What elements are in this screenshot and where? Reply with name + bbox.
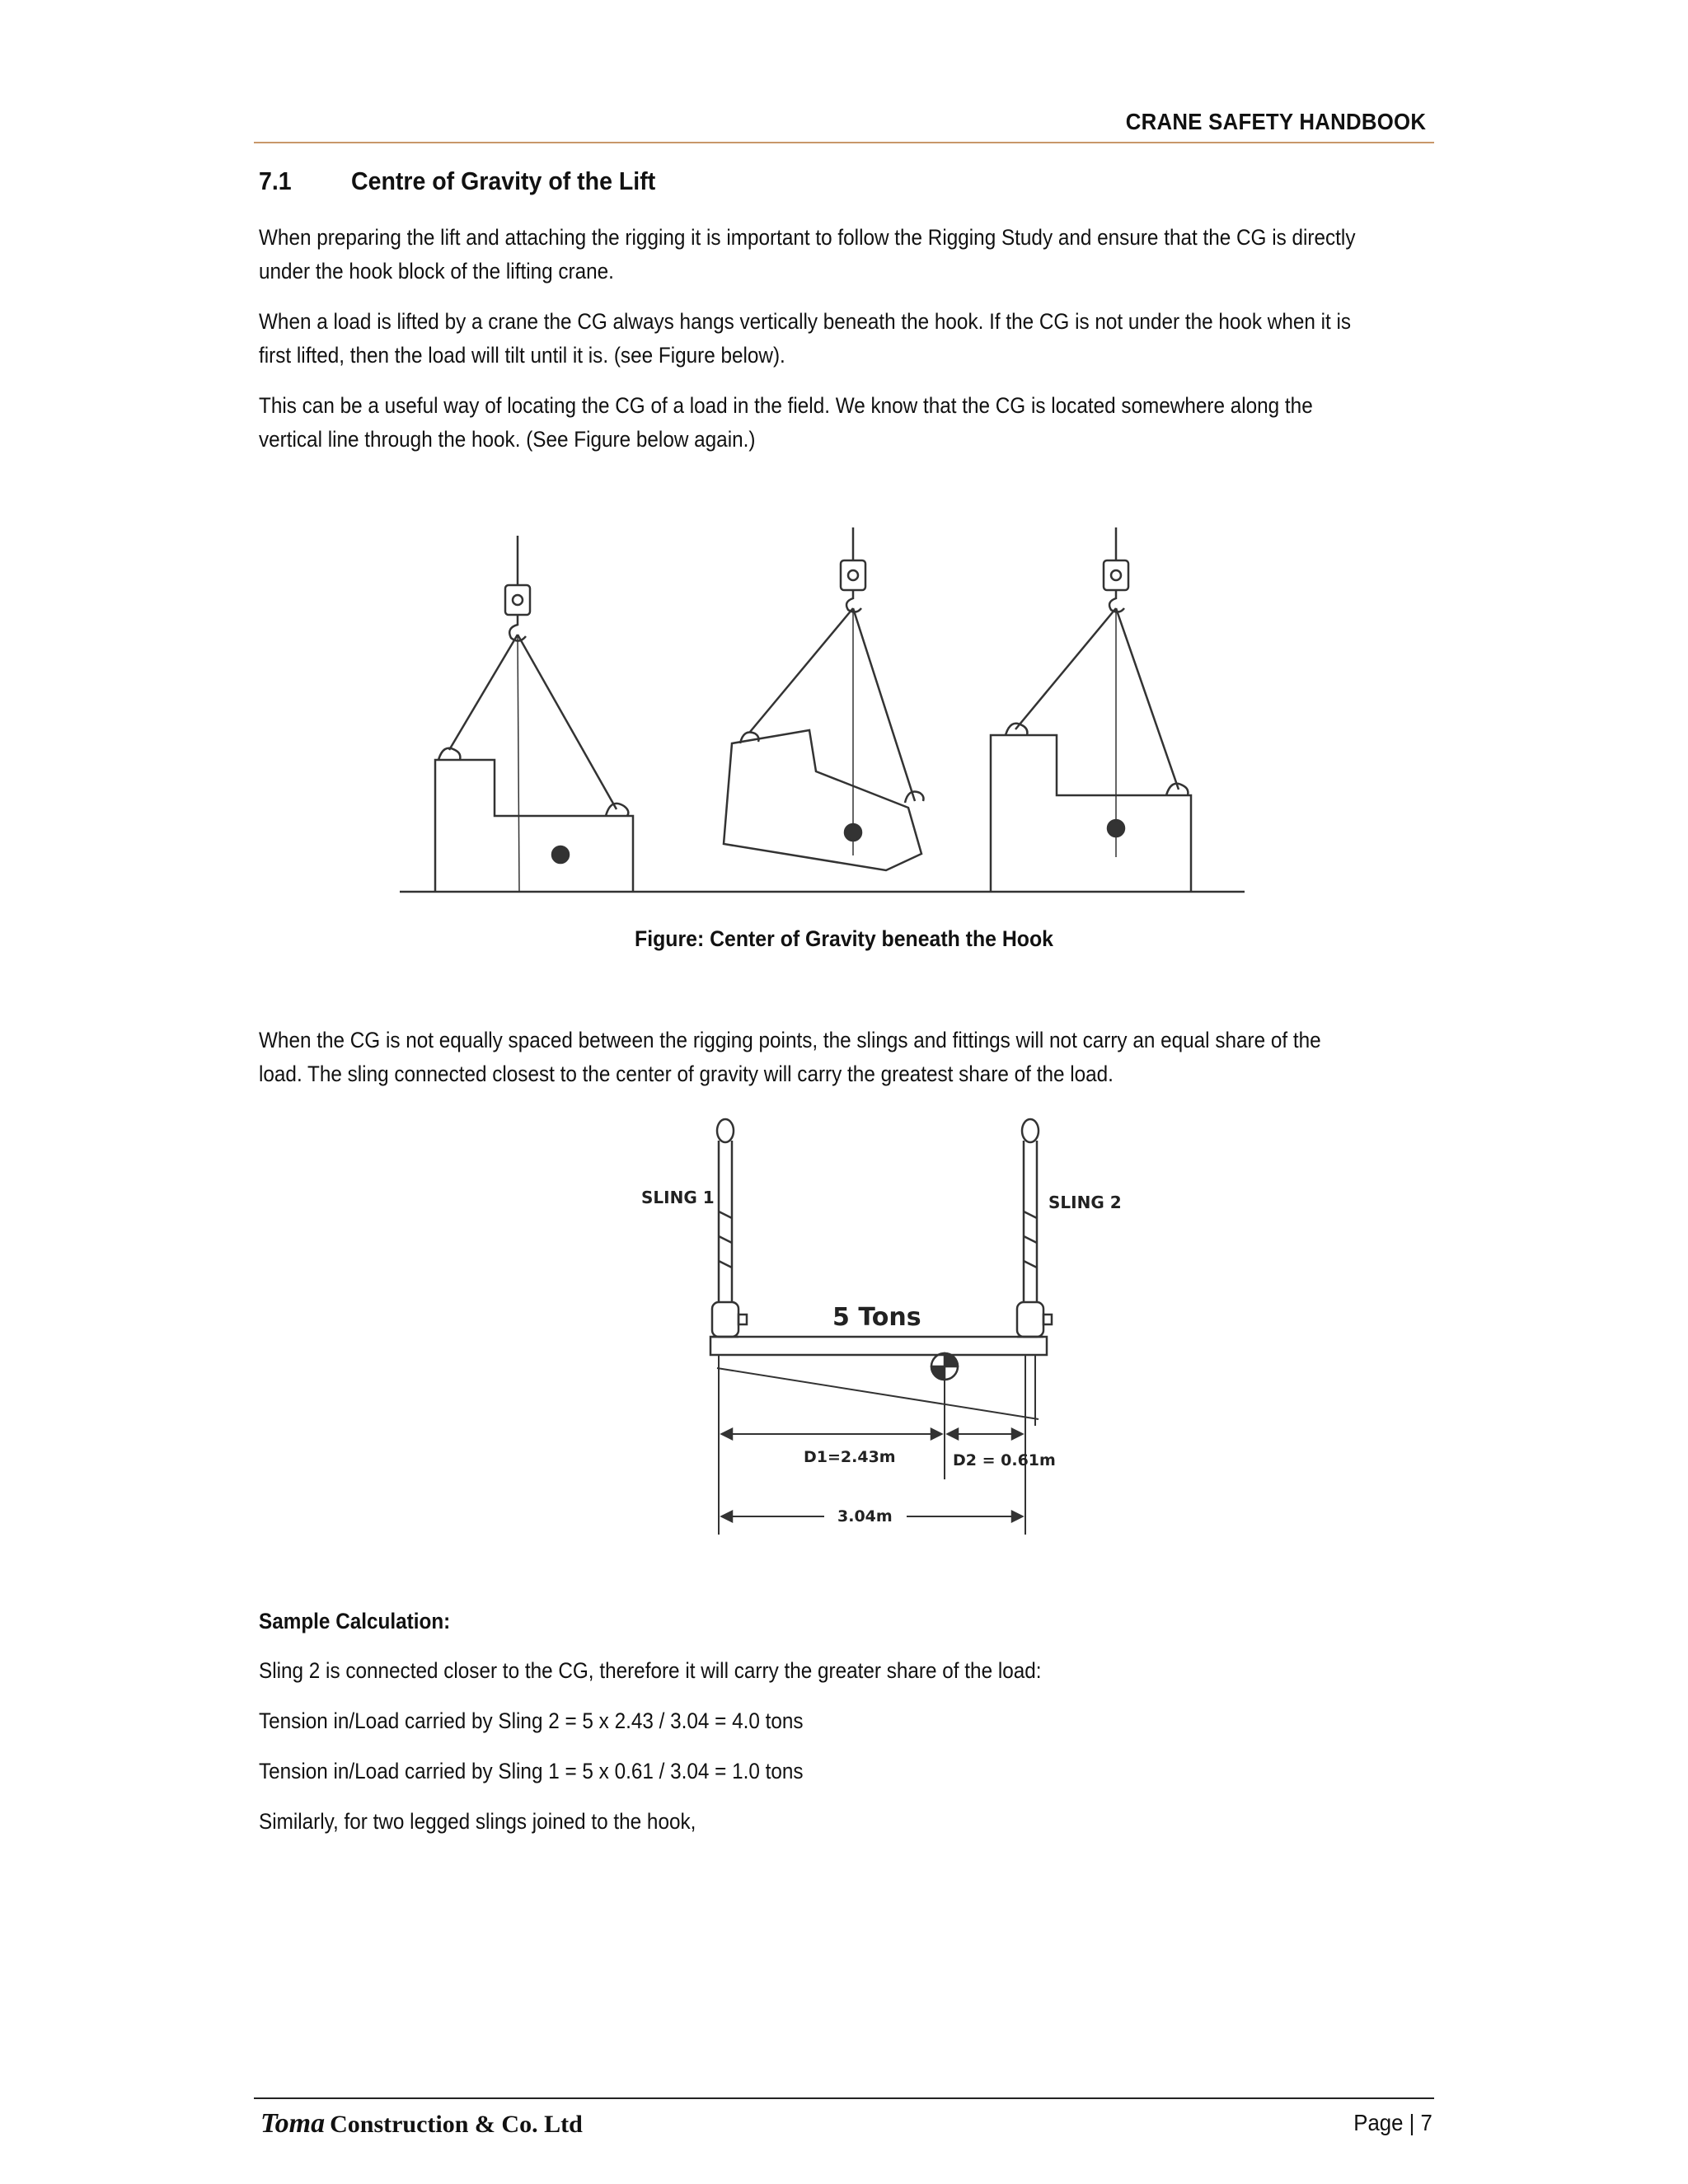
load-3 <box>991 527 1191 892</box>
calculation-line-2: Tension in/Load carried by Sling 2 = 5 x 2.43 / 3.04 = 4.0 tons <box>259 1708 804 1733</box>
sling-2 <box>1017 1119 1052 1337</box>
footer-rule <box>254 2097 1434 2099</box>
header-rule <box>254 142 1434 143</box>
paragraph-unequal-spacing: When the CG is not equally spaced between the rigging points, the slings and fittings will not carry an equal share of the load. The sling connected closest to the center of gravity will carry the greatest share of the load. <box>259 1028 1321 1086</box>
figure-cg-beneath-hook <box>387 527 1253 907</box>
sling-1 <box>712 1119 747 1337</box>
calculation-heading: Sample Calculation: <box>259 1609 451 1633</box>
figure-sling-distribution <box>626 1113 1137 1541</box>
section-title: Centre of Gravity of the Lift <box>351 166 656 195</box>
total-length-label: 3.04m <box>837 1507 893 1526</box>
calculation-line-4: Similarly, for two legged slings joined to the hook, <box>259 1809 696 1834</box>
sling-1-label: SLING 1 <box>641 1188 715 1207</box>
header-title: CRANE SAFETY HANDBOOK <box>1125 109 1426 134</box>
cg-symbol <box>931 1353 958 1380</box>
figure-caption: Figure: Center of Gravity beneath the Hook <box>635 926 1053 951</box>
d1-label: D1=2.43m <box>804 1448 896 1466</box>
page-number: Page | 7 <box>1353 2110 1432 2135</box>
footer-company <box>260 2108 583 2139</box>
sling-2-label: SLING 2 <box>1048 1193 1122 1212</box>
load-label: 5 Tons <box>832 1303 921 1332</box>
calculation-line-1: Sling 2 is connected closer to the CG, therefore it will carry the greater share of the load: <box>259 1658 1042 1683</box>
paragraph-rigging-study: When preparing the lift and attaching the rigging it is important to follow the Rigging Study and ensure that the CG is directly under the hook block of the lifting crane. <box>259 225 1356 284</box>
calculation-line-3: Tension in/Load carried by Sling 1 = 5 x 0.61 / 3.04 = 1.0 tons <box>259 1759 804 1783</box>
load-beam <box>710 1337 1047 1355</box>
footer-company-name: Construction & Co. Ltd <box>330 2111 583 2138</box>
load-2 <box>724 527 924 870</box>
section-number: 7.1 <box>259 166 292 195</box>
load-1 <box>435 536 633 892</box>
d2-label: D2 = 0.61m <box>953 1451 1056 1469</box>
paragraph-cg-hangs: When a load is lifted by a crane the CG always hangs vertically beneath the hook. If the CG is not under the hook when it is first lifted, then the load will tilt until it is. (see Figure below). <box>259 309 1352 368</box>
footer-brand: Toma <box>260 2108 326 2139</box>
paragraph-locating-cg: This can be a useful way of locating the CG of a load in the field. We know that the CG is located somewhere along the vertical line through the hook. (See Figure below again.) <box>259 393 1313 452</box>
